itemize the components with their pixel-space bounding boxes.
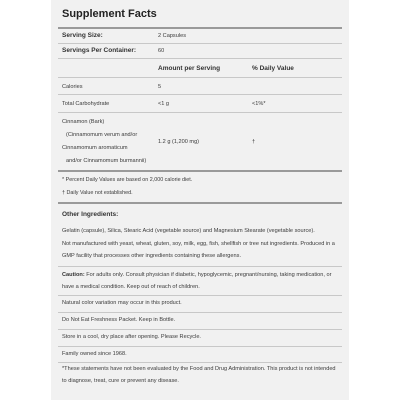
nutrient-name: Total Carbohydrate [62, 101, 110, 107]
nutrient-amount: 5 [158, 84, 162, 90]
ingredient-name-line: Cinnamon (Bark) [62, 119, 105, 125]
title-divider [58, 27, 342, 29]
ingredient-name-line: (Cinnamomum verum and/or [66, 132, 138, 138]
allergen-divider [58, 266, 342, 267]
note-divider [58, 312, 342, 313]
fda-disclaimer: *These statements have not been evaluated by the Food and Drug Administration. This product is not intended to diagnose, treat, cure or prevent any disease. [62, 366, 336, 384]
header-divider [58, 77, 342, 78]
note-text: Family owned since 1968. [62, 351, 127, 357]
facts-bottom-divider [58, 170, 342, 172]
allergen-statement: Not manufactured with yeast, wheat, gluten, soy, milk, egg, fish, shellfish or tree nut ingredients. Produced in a GMP facility that processes other ingredients containing these allergens. [62, 241, 335, 259]
note-text: Do Not Eat Freshness Packet. Keep in Bottle. [62, 317, 176, 323]
ingredient-name-line: and/or Cinnamomum burmannii) [66, 158, 147, 164]
amount-per-serving-header: Amount per Serving [158, 65, 221, 72]
daily-value-header: % Daily Value [252, 65, 294, 72]
row-divider [58, 112, 342, 113]
serving-size-value: 2 Capsules [158, 33, 186, 39]
note-divider [58, 362, 342, 363]
nutrient-name: Calories [62, 84, 83, 90]
nutrient-dv: <1%* [252, 101, 266, 107]
panel-title: Supplement Facts [62, 8, 157, 20]
ingredient-dv: † [252, 139, 256, 145]
caution-label: Caution: [62, 272, 85, 278]
footnotes-divider [58, 202, 342, 204]
note-divider [58, 329, 342, 330]
caution-text: For adults only. Consult physician if diabetic, hypoglycemic, pregnant/nursing, taking medication, or have a medical condition. Keep out of reach of children. [62, 272, 332, 290]
other-ingredients-text: Gelatin (capsule), Silica, Stearic Acid (vegetable source) and Magnesium Stearate (vegetable source). [62, 228, 315, 234]
ingredient-name-line: Cinnamomum aromaticum [62, 145, 128, 151]
note-text: Natural color variation may occur in this product. [62, 300, 182, 306]
footnote: † Daily Value not established. [62, 190, 133, 196]
serving-size-divider [58, 43, 342, 44]
other-ingredients-heading: Other Ingredients: [62, 211, 119, 218]
caution-divider [58, 295, 342, 296]
servings-divider [58, 58, 342, 59]
row-divider [58, 94, 342, 95]
note-text: Store in a cool, dry place after opening. Please Recycle. [62, 334, 201, 340]
serving-size-label: Serving Size: [62, 32, 103, 39]
footnote: * Percent Daily Values are based on 2,000 calorie diet. [62, 177, 193, 183]
caution-statement [62, 270, 340, 293]
servings-per-container-value: 60 [158, 48, 165, 54]
note-divider [58, 346, 342, 347]
servings-per-container-label: Servings Per Container: [62, 47, 137, 54]
nutrient-amount: <1 g [158, 101, 170, 107]
ingredient-amount: 1.2 g (1,200 mg) [158, 139, 200, 145]
